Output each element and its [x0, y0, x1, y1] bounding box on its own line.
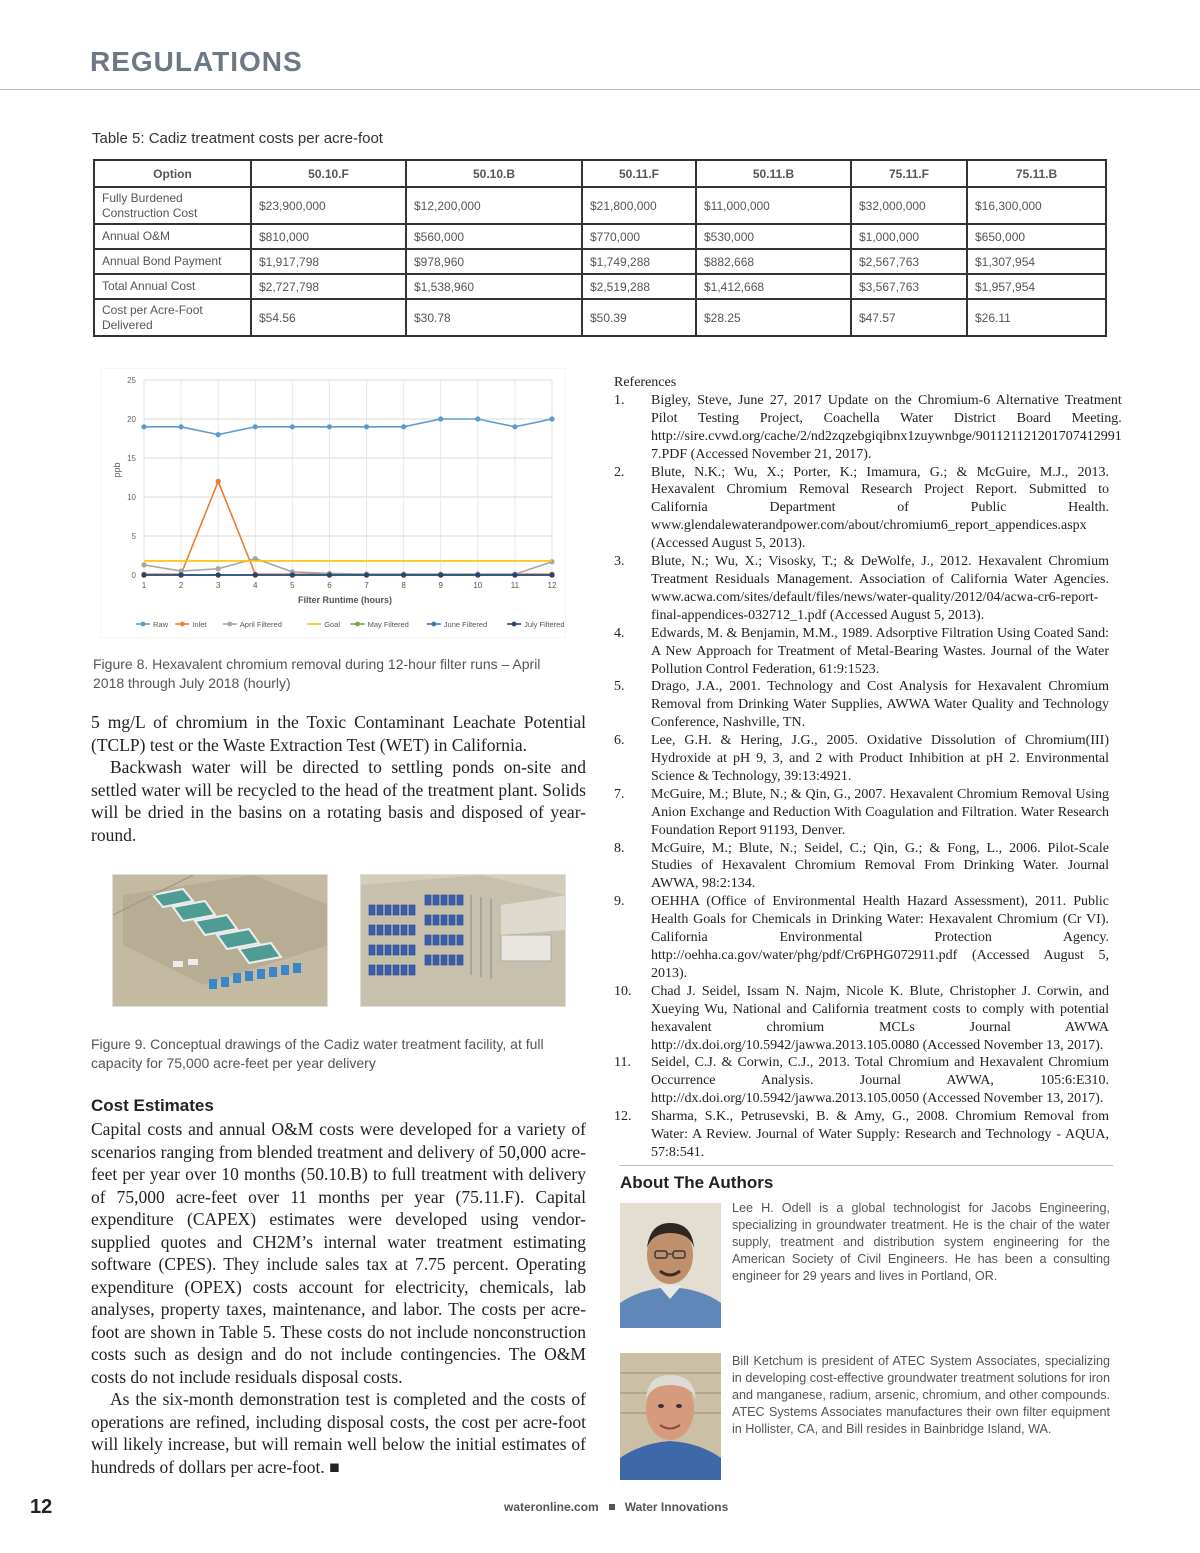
- table-row: [94, 187, 1106, 224]
- authors-heading: About The Authors: [620, 1173, 774, 1192]
- row-label: Total Annual Cost: [94, 274, 251, 299]
- table-cell: $1,412,668: [696, 274, 851, 299]
- footer-separator-icon: [609, 1504, 615, 1510]
- table-cell: $2,727,798: [251, 274, 406, 299]
- cost-table: [93, 159, 1107, 337]
- page-footer: [504, 1500, 728, 1514]
- data-point: [438, 572, 443, 577]
- body-paragraph: As the six-month demonstration test is completed and the costs of operations are refined, including disposal costs, the cost per acre-foot will likely increase, but will remain well below the initial estimates of hundreds of dollars per acre-foot. ■: [91, 1389, 586, 1477]
- table-cell: $1,000,000: [851, 224, 967, 249]
- table-cell: $770,000: [582, 224, 696, 249]
- table-row: [94, 274, 1106, 299]
- table-cell: $16,300,000: [967, 187, 1106, 224]
- reference-item: 4. Edwards, M. & Benjamin, M.M., 1989. Adsorptive Filtration Using Coated Sand: A New Approach for Treatment of Metal-Bearing Wastes. Journal of the Water Pollution Control Federation, 61:9:1523.: [614, 625, 1109, 677]
- author-portrait-2: [620, 1353, 721, 1480]
- row-label: Annual O&M: [94, 224, 251, 249]
- x-tick-label: 10: [473, 581, 483, 590]
- data-point: [327, 424, 332, 429]
- table-cell: $3,567,763: [851, 274, 967, 299]
- body-paragraph: Capital costs and annual O&M costs were developed for a variety of scenarios ranging from blended treatment and delivery of 50,000 acre-feet per year over 10 months (50.10.B) to full treatment with delivery of 75,000 acre-feet over 11 months per year (75.11.F). Capital expenditure (CAPEX) estimates were developed using vendor-supplied quotes and CH2M’s internal water treatment estimating software (CPES). They include sales tax at 7.75 percent. Operating expenditure (OPEX) costs account for electricity, chemicals, lab analyses, property taxes, maintenance, and labor. The costs per acre-foot are shown in Table 5. These costs do not include nonconstruction costs such as design and do not include contingencies. The O&M costs do not include residuals disposal costs.: [91, 1119, 586, 1387]
- data-point: [253, 572, 258, 577]
- x-tick-label: 1: [141, 581, 147, 590]
- legend-marker: [355, 622, 360, 627]
- table-cell: $23,900,000: [251, 187, 406, 224]
- table-cell: $26.11: [967, 299, 1106, 336]
- data-point: [290, 424, 295, 429]
- data-point: [549, 572, 554, 577]
- table-cell: $978,960: [406, 249, 582, 274]
- data-point: [475, 416, 480, 421]
- table-cell: $1,957,954: [967, 274, 1106, 299]
- x-tick-label: 12: [547, 581, 557, 590]
- cost-estimates-body: [91, 1118, 586, 1478]
- facility-filters-illustration: [361, 875, 566, 1007]
- author-bio-odell: Lee H. Odell is a global technologist for Jacobs Engineering, specializing in groundwater treatment. He is the chair of the water supply, treatment and distribution system engineering for the American Society of Civil Engineers. He has been a consulting engineer for 29 years and lives in Portland, OR.: [732, 1201, 1110, 1283]
- y-axis-label: ppb: [112, 462, 122, 478]
- table-cell: $32,000,000: [851, 187, 967, 224]
- data-point: [401, 572, 406, 577]
- references-heading: References: [614, 375, 677, 390]
- table-column-header: 50.11.F: [582, 160, 696, 187]
- table-cell: $810,000: [251, 224, 406, 249]
- table-cell: $2,567,763: [851, 249, 967, 274]
- author-portrait-1: [620, 1203, 721, 1328]
- row-label: Fully Burdened Construction Cost: [94, 187, 251, 224]
- table-cell: $11,000,000: [696, 187, 851, 224]
- table-cell: $1,538,960: [406, 274, 582, 299]
- table-column-header: 75.11.B: [967, 160, 1106, 187]
- author-photo-odell: [620, 1203, 721, 1328]
- facility-ponds-illustration: [113, 875, 328, 1007]
- reference-item: 5. Drago, J.A., 2001. Technology and Cost Analysis for Hexavalent Chromium Removal from Drinking Water Supplies, AWWA Water Quality and Technology Conference, Nashville, TN.: [614, 679, 1109, 731]
- table-cell: $12,200,000: [406, 187, 582, 224]
- legend-marker: [431, 622, 436, 627]
- x-tick-label: 6: [327, 581, 332, 590]
- x-tick-label: 11: [510, 581, 520, 590]
- reference-item: 8. McGuire, M.; Blute, N.; Seidel, C.; Qin, G.; & Fong, L., 2006. Pilot-Scale Studies of Hexavalent Chromium Removal From Drinking Water. Journal AWWA, 98:2:134.: [614, 840, 1109, 892]
- data-point: [141, 562, 146, 567]
- legend-label: April Filtered: [239, 620, 282, 629]
- table-cell: $882,668: [696, 249, 851, 274]
- table-column-header: 50.11.B: [696, 160, 851, 187]
- data-point: [216, 479, 221, 484]
- table-row: [94, 249, 1106, 274]
- data-point: [364, 572, 369, 577]
- table-column-header: 50.10.B: [406, 160, 582, 187]
- authors-divider: [619, 1165, 1113, 1166]
- table-header-row: [94, 160, 1106, 187]
- legend-marker: [512, 622, 517, 627]
- data-point: [438, 416, 443, 421]
- footer-publication: Water Innovations: [624, 1500, 729, 1514]
- figure-8-caption: Figure 8. Hexavalent chromium removal during 12-hour filter runs – April 2018 through July 2018 (hourly): [93, 656, 541, 691]
- reference-item: 1. Bigley, Steve, June 27, 2017 Update on the Chromium-6 Alternative Treatment Pilot Testing Project, Coachella Water District Board Meeting. http://sire.cvwd.org/cache/2/nd2zqzebgiqibnx1zuywnbge/901121121201707412991 7.PDF (Accessed November 21, 2017).: [614, 392, 1122, 462]
- facility-drawing-ponds: [112, 874, 328, 1007]
- table-cell: $30.78: [406, 299, 582, 336]
- reference-item: 6. Lee, G.H. & Hering, J.G., 2005. Oxidative Dissolution of Chromium(III) Hydroxide at pH 9, 3, and 2 with Product Inhibition at pH 2. Environmental Science & Technology, 39:13:4921.: [614, 733, 1109, 784]
- table-column-header: Option: [94, 160, 251, 187]
- table-cell: $1,307,954: [967, 249, 1106, 274]
- cost-estimates-heading: Cost Estimates: [91, 1096, 214, 1115]
- x-axis-label: Filter Runtime (hours): [298, 595, 392, 605]
- x-tick-label: 4: [253, 581, 258, 590]
- x-tick-label: 2: [178, 581, 184, 590]
- section-title: REGULATIONS: [90, 46, 303, 77]
- body-paragraph: 5 mg/L of chromium in the Toxic Contaminant Leachate Potential (TCLP) test or the Waste Extraction Test (WET) in California.: [91, 712, 586, 755]
- row-label: Annual Bond Payment: [94, 249, 251, 274]
- legend-label: July Filtered: [524, 620, 565, 629]
- table-cell: $2,519,288: [582, 274, 696, 299]
- footer-site: wateronline.com: [504, 1500, 599, 1514]
- data-point: [216, 566, 221, 571]
- section-header: [0, 0, 1200, 90]
- body-paragraph: Backwash water will be directed to settling ponds on-site and settled water will be recycled to the head of the treatment plant. Solids will be dried in the basins on a rotating basis and disposed of year-round.: [91, 757, 586, 845]
- chart-svg: [100, 368, 566, 638]
- x-tick-label: 9: [438, 581, 443, 590]
- data-point: [401, 424, 406, 429]
- author-photo-ketchum: [620, 1353, 721, 1480]
- data-point: [216, 432, 221, 437]
- reference-item: 3. Blute, N.; Wu, X.; Visosky, T.; & DeWolfe, J., 2012. Hexavalent Chromium Treatment Residuals Management. Association of California Water Agencies. www.acwa.com/sites/default/files/news/water-quality/2012/04/acwa-cr6-report-final-appendices-032712_1.pdf (Accessed August 5, 2013).: [614, 554, 1109, 623]
- reference-item: 7. McGuire, M.; Blute, N.; & Qin, G., 2007. Hexavalent Chromium Removal Using Anion Exchange and Reduction With Coagulation and Filtration. Water Research Foundation Report 91193, Denver.: [614, 786, 1109, 838]
- table-cell: $560,000: [406, 224, 582, 249]
- data-point: [141, 424, 146, 429]
- table-cell: $54.56: [251, 299, 406, 336]
- y-tick-label: 5: [131, 532, 136, 541]
- y-tick-label: 0: [131, 571, 136, 580]
- figure-9-caption: Figure 9. Conceptual drawings of the Cadiz water treatment facility, at full capacity for 75,000 acre-feet per year delivery: [91, 1036, 544, 1071]
- table-column-header: 50.10.F: [251, 160, 406, 187]
- reference-item: 11. Seidel, C.J. & Corwin, C.J., 2013. Total Chromium and Hexavalent Chromium Occurrence Analysis. Journal AWWA, 105:6:E310. http://dx.doi.org/10.5942/jawwa.2013.105.0050 (Accessed November 13, 2017).: [614, 1055, 1109, 1107]
- table-cell: $28.25: [696, 299, 851, 336]
- data-point: [512, 424, 517, 429]
- data-point: [178, 572, 183, 577]
- y-tick-label: 10: [127, 493, 136, 502]
- legend-marker: [227, 622, 232, 627]
- table-cell: $21,800,000: [582, 187, 696, 224]
- y-tick-label: 25: [127, 376, 136, 385]
- table-caption: Table 5: Cadiz treatment costs per acre-foot: [92, 130, 383, 147]
- legend-label: Inlet: [192, 620, 207, 629]
- author-bio-ketchum: Bill Ketchum is president of ATEC System Associates, specializing in developing cost-effective groundwater treatment solutions for iron and manganese, radium, arsenic, chromium, and other compounds. ATEC Systems Associates manufactures their own filter equipment in Hollister, CA, and Bill resides in Bainbridge Island, WA.: [732, 1354, 1111, 1436]
- data-point: [475, 572, 480, 577]
- data-point: [549, 416, 554, 421]
- y-tick-label: 20: [127, 415, 136, 424]
- y-tick-label: 15: [127, 454, 136, 463]
- x-tick-label: 8: [401, 581, 406, 590]
- references-list: [614, 374, 1122, 1162]
- legend-label: Raw: [153, 620, 169, 629]
- table-row: [94, 299, 1106, 336]
- x-tick-label: 5: [290, 581, 295, 590]
- figure-8-chart: [100, 368, 566, 638]
- data-point: [512, 572, 517, 577]
- legend-label: June Filtered: [443, 620, 488, 629]
- legend-label: May Filtered: [367, 620, 409, 629]
- table-cell: $50.39: [582, 299, 696, 336]
- data-point: [290, 572, 295, 577]
- table-cell: $530,000: [696, 224, 851, 249]
- reference-item: 2. Blute, N.K.; Wu, X.; Porter, K.; Imamura, G.; & McGuire, M.J., 2013. Hexavalent Chromium Removal Research Project Report. Submitted to California Department of Public Health. www.glendalewaterandpower.com/about/chromium6_report_appendices.aspx (Accessed August 5, 2013).: [614, 464, 1109, 552]
- facility-drawing-filters: [360, 874, 566, 1007]
- row-label: Cost per Acre-Foot Delivered: [94, 299, 251, 336]
- x-tick-label: 7: [364, 581, 369, 590]
- data-point: [216, 572, 221, 577]
- legend-label: Goal: [324, 620, 341, 629]
- table-cell: $1,917,798: [251, 249, 406, 274]
- table-cell: $650,000: [967, 224, 1106, 249]
- reference-item: 12. Sharma, S.K., Petrusevski, B. & Amy, G., 2008. Chromium Removal from Water: A Review. Journal of Water Supply: Research and Technology - AQUA, 57:8:541.: [614, 1109, 1109, 1160]
- page-number: 12: [30, 1496, 53, 1518]
- data-point: [327, 572, 332, 577]
- table-row: [94, 224, 1106, 249]
- table-cell: $1,749,288: [582, 249, 696, 274]
- legend-marker: [141, 622, 146, 627]
- reference-item: 9. OEHHA (Office of Environmental Health Hazard Assessment), 2011. Public Health Goals for Chemicals in Drinking Water: Hexavalent Chromium (Cr VI). California Environmental Protection Agency. http://oehha.ca.gov/water/phg/pdf/Cr6PHG072911.pdf (Accessed August 5, 2013).: [614, 894, 1109, 981]
- data-point: [141, 572, 146, 577]
- table-cell: $47.57: [851, 299, 967, 336]
- data-point: [253, 424, 258, 429]
- x-tick-label: 3: [215, 581, 221, 590]
- table-column-header: 75.11.F: [851, 160, 967, 187]
- legend-marker: [180, 622, 185, 627]
- body-column-top: [91, 711, 586, 846]
- reference-item: 10. Chad J. Seidel, Issam N. Najm, Nicole K. Blute, Christopher J. Corwin, and Xueying Wu, National and California treatment costs to comply with potential hexavalent chromium MCLs Journal AWWA http://dx.doi.org/10.5942/jawwa.2013.105.0080 (Accessed November 13, 2017).: [614, 983, 1109, 1053]
- data-point: [364, 424, 369, 429]
- data-point: [178, 424, 183, 429]
